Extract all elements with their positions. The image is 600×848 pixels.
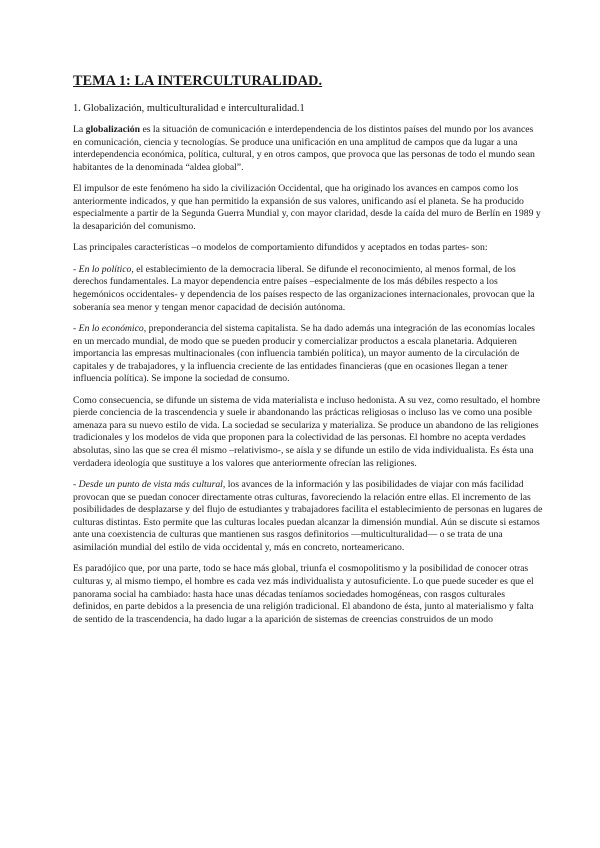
paragraph-body: preponderancia del sistema capitalista. Se ha dado además una integración de las economías locales en un mercado mundial, de modo que se pueden producir y comercializar productos a escala planetaria. Adquieren importancia las empresas multinacionales (con influencia también política), un mayor aumento de la circulación de capitales y de trabajadores, y la influencia creciente de las entidades financieras (que en ocasiones llegan a tener influencia política). Se impone la sociedad de consumo.	[73, 323, 535, 385]
bullet-dash: -	[73, 479, 79, 491]
paragraph-economico	[73, 323, 544, 386]
bullet-dash: -	[73, 323, 79, 335]
paragraph-body: es la situación de comunicación e interdependencia de los distintos países del mundo por los avances en comunicación, ciencia y tecnologías. Se produce una unificación en una amplitud de campos que da lugar a una interdependencia económica, política, cultural, y en otros campos, que provoca que las personas de todo el mundo sean habitantes de la denominada “aldea global”.	[73, 124, 535, 173]
paragraph-globalizacion	[73, 124, 544, 174]
paragraph-body: los avances de la información y las posibilidades de viajar con más facilidad provocan que se puedan conocer directamente otras culturas, favoreciendo la relación entre ellas. El incremento de las posibilidades de desplazarse y del flujo de estudiantes y trabajadores facilita el establecimiento de personas en lugares de culturas distintas. Esto permite que las culturas locales puedan alcanzar la dimensión mundial. Aún se discute si estamos ante una coexistencia de culturas que mantienen sus rasgos definitorios —multiculturalidad— o se trata de una asimilación mundial del estilo de vida occidental y, más en concreto, norteamericano.	[73, 479, 543, 553]
paragraph-body: el establecimiento de la democracia liberal. Se difunde el reconocimiento, al menos formal, de los derechos fundamentales. La mayor dependencia entre países –especialmente de los más débiles respecto a los hegemónicos occidentales- y dependencia de los países respecto de las organizaciones internacionales, provocan que la soberanía sea menor y tengan menor capacidad de decisión autónoma.	[73, 263, 535, 313]
page-title: TEMA 1: LA INTERCULTURALIDAD.	[73, 73, 323, 89]
paragraph-politico	[73, 264, 544, 314]
paragraph-consecuencia: Como consecuencia, se difunde un sistema de vida materialista e incluso hedonista. A su vez, como resultado, el hombre pierde conciencia de la trascendencia y suele ir abandonando las prácticas religiosas o incluso las ve como una posible amenaza para su nuevo estilo de vida. La sociedad se seculariza y materializa. Se produce un abandono de las religiones tradicionales y los modelos de vida que proponen para la colectividad de las personas. El hombre no acepta verdades absolutas, sino las que se crea él mismo –relativismo-, se aísla y se difunde un estilo de vida individualista. Es ésta una verdadera ideología que sustituye a los valores que anteriormente ofrecían las religiones.	[73, 394, 541, 469]
term-economico: En lo económico,	[78, 323, 147, 335]
term-cultural: Desde un punto de vista más cultural,	[78, 479, 226, 491]
section-heading: 1. Globalización, multiculturalidad e interculturalidad.1	[73, 103, 305, 114]
paragraph-paradojico: Es paradójico que, por una parte, todo se hace más global, triunfa el cosmopolitismo y la posibilidad de conocer otras culturas y, al mismo tiempo, el hombre es cada vez más individualista y autosuficiente. Lo que puede suceder es que el panorama social ha cambiado: hasta hace unas décadas teníamos sociedades homogéneas, con rasgos culturales definidos, en parte debidos a la presencia de una religión tradicional. El abandono de ésta, junto al materialismo y falta de sentido de la trascendencia, ha dado lugar a la aparición de sistemas de creencias construidos de un modo	[73, 563, 534, 625]
bullet-dash: -	[73, 263, 79, 275]
term-politico: En lo político,	[78, 263, 134, 275]
paragraph-impulsor: El impulsor de este fenómeno ha sido la civilización Occidental, que ha originado los avances en campos como los anteriormente indicados, y que han permitido la expansión de sus valores, unificando así el planeta. Se ha producido especialmente a partir de la Segunda Guerra Mundial y, con mayor claridad, desde la caída del muro de Berlín en 1989 y la desaparición del comunismo.	[73, 183, 541, 232]
term-globalizacion: globalización	[85, 124, 141, 135]
paragraph-caracteristicas: Las principales características –o modelos de comportamiento difundidos y aceptados en todas partes- son:	[73, 242, 488, 254]
paragraph-cultural	[73, 479, 544, 554]
paragraph-lead: La	[73, 124, 86, 135]
